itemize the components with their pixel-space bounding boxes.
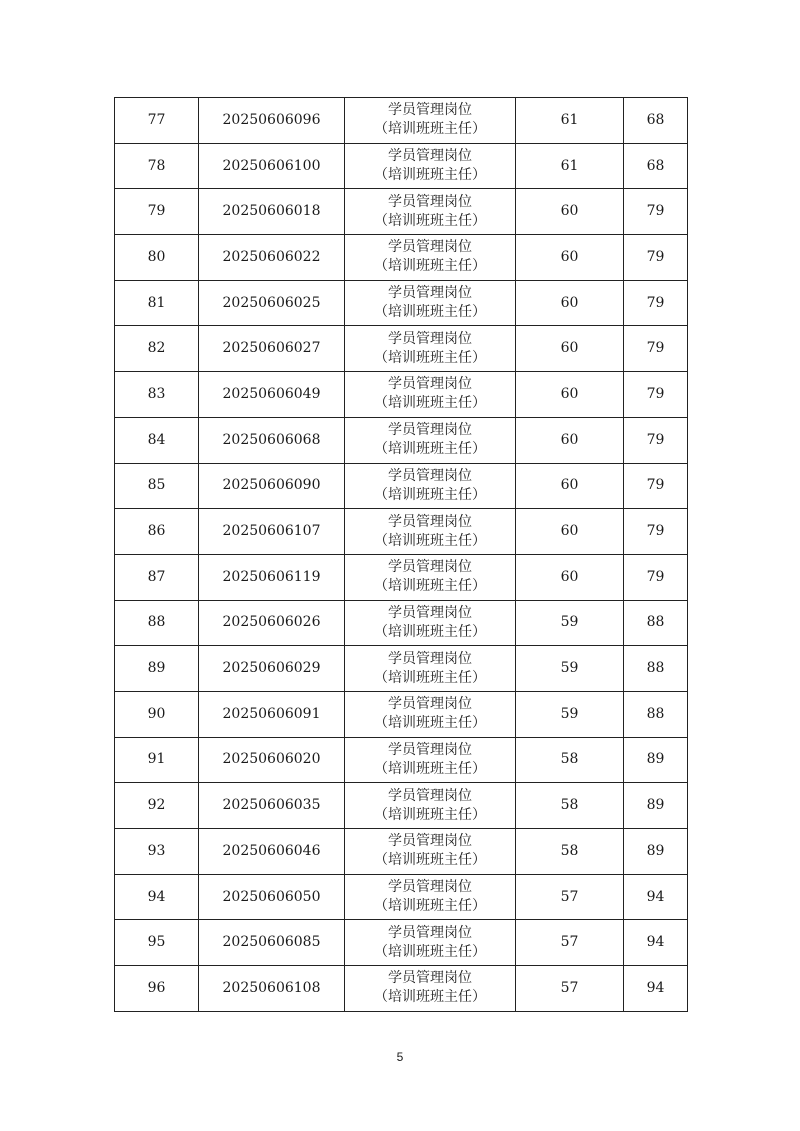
rank-cell: 79 bbox=[115, 189, 199, 235]
post-subtitle: （培训班班主任） bbox=[374, 989, 486, 1006]
ranking-cell: 79 bbox=[624, 463, 688, 509]
rank-cell: 78 bbox=[115, 143, 199, 189]
ranking-cell: 88 bbox=[624, 600, 688, 646]
results-table bbox=[114, 97, 688, 1012]
post-subtitle: （培训班班主任） bbox=[374, 212, 486, 229]
post-title: 学员管理岗位 bbox=[388, 239, 472, 256]
post-cell bbox=[345, 143, 516, 189]
score-cell: 60 bbox=[516, 554, 624, 600]
rank-cell: 94 bbox=[115, 874, 199, 920]
ranking-cell: 89 bbox=[624, 737, 688, 783]
post-cell bbox=[345, 920, 516, 966]
rank-cell: 96 bbox=[115, 966, 199, 1012]
rank-cell: 89 bbox=[115, 646, 199, 692]
candidate-id-cell: 20250606018 bbox=[199, 189, 345, 235]
post-cell bbox=[345, 463, 516, 509]
candidate-id-cell: 20250606085 bbox=[199, 920, 345, 966]
post-subtitle: （培训班班主任） bbox=[374, 121, 486, 138]
rank-cell: 93 bbox=[115, 829, 199, 875]
ranking-cell: 94 bbox=[624, 874, 688, 920]
post-subtitle: （培训班班主任） bbox=[374, 760, 486, 777]
ranking-cell: 79 bbox=[624, 326, 688, 372]
score-cell: 59 bbox=[516, 646, 624, 692]
candidate-id-cell: 20250606119 bbox=[199, 554, 345, 600]
post-title: 学员管理岗位 bbox=[388, 148, 472, 165]
rank-cell: 85 bbox=[115, 463, 199, 509]
ranking-cell: 79 bbox=[624, 554, 688, 600]
post-cell bbox=[345, 737, 516, 783]
post-cell bbox=[345, 372, 516, 418]
candidate-id-cell: 20250606035 bbox=[199, 783, 345, 829]
post-cell bbox=[345, 646, 516, 692]
post-subtitle: （培训班班主任） bbox=[374, 852, 486, 869]
table-row bbox=[115, 326, 688, 372]
table-row bbox=[115, 189, 688, 235]
candidate-id-cell: 20250606050 bbox=[199, 874, 345, 920]
post-title: 学员管理岗位 bbox=[388, 559, 472, 576]
page-number: 5 bbox=[396, 1050, 404, 1064]
score-cell: 58 bbox=[516, 737, 624, 783]
table-row bbox=[115, 600, 688, 646]
table-row bbox=[115, 874, 688, 920]
rank-cell: 92 bbox=[115, 783, 199, 829]
score-cell: 59 bbox=[516, 691, 624, 737]
score-cell: 60 bbox=[516, 509, 624, 555]
post-cell bbox=[345, 783, 516, 829]
post-cell bbox=[345, 874, 516, 920]
post-title: 学员管理岗位 bbox=[388, 650, 472, 667]
rank-cell: 91 bbox=[115, 737, 199, 783]
candidate-id-cell: 20250606026 bbox=[199, 600, 345, 646]
rank-cell: 83 bbox=[115, 372, 199, 418]
ranking-cell: 89 bbox=[624, 783, 688, 829]
table-row bbox=[115, 829, 688, 875]
table-row bbox=[115, 554, 688, 600]
ranking-cell: 79 bbox=[624, 417, 688, 463]
table-row bbox=[115, 143, 688, 189]
results-table-body bbox=[115, 98, 688, 1012]
candidate-id-cell: 20250606049 bbox=[199, 372, 345, 418]
table-row bbox=[115, 417, 688, 463]
ranking-cell: 94 bbox=[624, 966, 688, 1012]
ranking-cell: 89 bbox=[624, 829, 688, 875]
score-cell: 57 bbox=[516, 966, 624, 1012]
post-cell bbox=[345, 326, 516, 372]
post-cell bbox=[345, 554, 516, 600]
candidate-id-cell: 20250606100 bbox=[199, 143, 345, 189]
post-subtitle: （培训班班主任） bbox=[374, 395, 486, 412]
ranking-cell: 68 bbox=[624, 98, 688, 144]
rank-cell: 95 bbox=[115, 920, 199, 966]
rank-cell: 86 bbox=[115, 509, 199, 555]
score-cell: 60 bbox=[516, 463, 624, 509]
rank-cell: 90 bbox=[115, 691, 199, 737]
post-subtitle: （培训班班主任） bbox=[374, 669, 486, 686]
table-row bbox=[115, 372, 688, 418]
post-cell bbox=[345, 235, 516, 281]
table-row bbox=[115, 737, 688, 783]
post-title: 学员管理岗位 bbox=[388, 330, 472, 347]
ranking-cell: 79 bbox=[624, 280, 688, 326]
ranking-cell: 94 bbox=[624, 920, 688, 966]
score-cell: 60 bbox=[516, 326, 624, 372]
score-cell: 59 bbox=[516, 600, 624, 646]
rank-cell: 81 bbox=[115, 280, 199, 326]
table-row bbox=[115, 783, 688, 829]
post-title: 学员管理岗位 bbox=[388, 833, 472, 850]
post-subtitle: （培训班班主任） bbox=[374, 441, 486, 458]
ranking-cell: 79 bbox=[624, 372, 688, 418]
score-cell: 61 bbox=[516, 143, 624, 189]
post-cell bbox=[345, 417, 516, 463]
post-cell bbox=[345, 600, 516, 646]
post-title: 学员管理岗位 bbox=[388, 970, 472, 987]
candidate-id-cell: 20250606090 bbox=[199, 463, 345, 509]
post-subtitle: （培训班班主任） bbox=[374, 806, 486, 823]
ranking-cell: 79 bbox=[624, 189, 688, 235]
post-subtitle: （培训班班主任） bbox=[374, 898, 486, 915]
table-row bbox=[115, 280, 688, 326]
score-cell: 58 bbox=[516, 783, 624, 829]
post-title: 学员管理岗位 bbox=[388, 879, 472, 896]
ranking-cell: 88 bbox=[624, 646, 688, 692]
rank-cell: 80 bbox=[115, 235, 199, 281]
post-title: 学员管理岗位 bbox=[388, 787, 472, 804]
post-cell bbox=[345, 280, 516, 326]
rank-cell: 82 bbox=[115, 326, 199, 372]
post-title: 学员管理岗位 bbox=[388, 924, 472, 941]
ranking-cell: 79 bbox=[624, 235, 688, 281]
ranking-cell: 68 bbox=[624, 143, 688, 189]
candidate-id-cell: 20250606091 bbox=[199, 691, 345, 737]
candidate-id-cell: 20250606025 bbox=[199, 280, 345, 326]
table-row bbox=[115, 920, 688, 966]
score-cell: 57 bbox=[516, 920, 624, 966]
rank-cell: 77 bbox=[115, 98, 199, 144]
post-subtitle: （培训班班主任） bbox=[374, 258, 486, 275]
candidate-id-cell: 20250606020 bbox=[199, 737, 345, 783]
score-cell: 61 bbox=[516, 98, 624, 144]
post-subtitle: （培训班班主任） bbox=[374, 304, 486, 321]
candidate-id-cell: 20250606068 bbox=[199, 417, 345, 463]
candidate-id-cell: 20250606046 bbox=[199, 829, 345, 875]
post-subtitle: （培训班班主任） bbox=[374, 578, 486, 595]
score-cell: 60 bbox=[516, 280, 624, 326]
candidate-id-cell: 20250606027 bbox=[199, 326, 345, 372]
table-row bbox=[115, 966, 688, 1012]
post-cell bbox=[345, 691, 516, 737]
post-title: 学员管理岗位 bbox=[388, 604, 472, 621]
score-cell: 60 bbox=[516, 417, 624, 463]
post-cell bbox=[345, 829, 516, 875]
post-subtitle: （培训班班主任） bbox=[374, 349, 486, 366]
candidate-id-cell: 20250606029 bbox=[199, 646, 345, 692]
post-subtitle: （培训班班主任） bbox=[374, 715, 486, 732]
score-cell: 60 bbox=[516, 372, 624, 418]
post-title: 学员管理岗位 bbox=[388, 285, 472, 302]
post-cell bbox=[345, 966, 516, 1012]
post-title: 学员管理岗位 bbox=[388, 467, 472, 484]
ranking-cell: 88 bbox=[624, 691, 688, 737]
score-cell: 60 bbox=[516, 235, 624, 281]
candidate-id-cell: 20250606022 bbox=[199, 235, 345, 281]
table-row bbox=[115, 98, 688, 144]
post-title: 学员管理岗位 bbox=[388, 696, 472, 713]
post-title: 学员管理岗位 bbox=[388, 102, 472, 119]
candidate-id-cell: 20250606096 bbox=[199, 98, 345, 144]
post-subtitle: （培训班班主任） bbox=[374, 532, 486, 549]
post-cell bbox=[345, 189, 516, 235]
post-title: 学员管理岗位 bbox=[388, 376, 472, 393]
candidate-id-cell: 20250606108 bbox=[199, 966, 345, 1012]
table-row bbox=[115, 509, 688, 555]
post-title: 学员管理岗位 bbox=[388, 193, 472, 210]
post-subtitle: （培训班班主任） bbox=[374, 486, 486, 503]
rank-cell: 84 bbox=[115, 417, 199, 463]
post-subtitle: （培训班班主任） bbox=[374, 623, 486, 640]
post-subtitle: （培训班班主任） bbox=[374, 943, 486, 960]
post-cell bbox=[345, 98, 516, 144]
table-row bbox=[115, 235, 688, 281]
rank-cell: 88 bbox=[115, 600, 199, 646]
table-row bbox=[115, 646, 688, 692]
ranking-cell: 79 bbox=[624, 509, 688, 555]
table-row bbox=[115, 691, 688, 737]
rank-cell: 87 bbox=[115, 554, 199, 600]
post-cell bbox=[345, 509, 516, 555]
candidate-id-cell: 20250606107 bbox=[199, 509, 345, 555]
post-title: 学员管理岗位 bbox=[388, 741, 472, 758]
post-subtitle: （培训班班主任） bbox=[374, 167, 486, 184]
post-title: 学员管理岗位 bbox=[388, 513, 472, 530]
post-title: 学员管理岗位 bbox=[388, 422, 472, 439]
table-row bbox=[115, 463, 688, 509]
score-cell: 58 bbox=[516, 829, 624, 875]
score-cell: 60 bbox=[516, 189, 624, 235]
score-cell: 57 bbox=[516, 874, 624, 920]
